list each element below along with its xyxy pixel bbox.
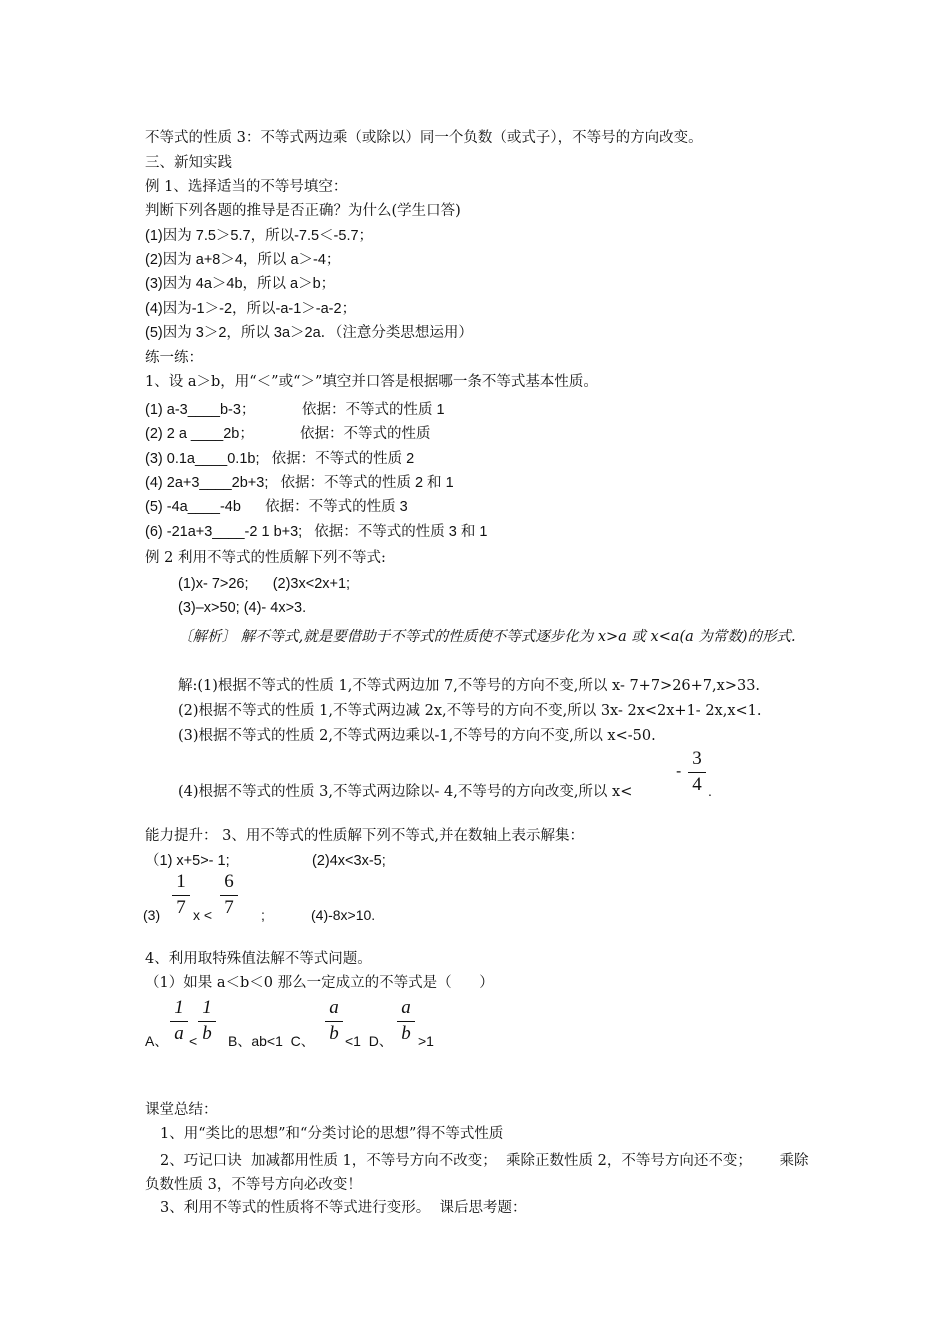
summary-item: 3、利用不等式的性质将不等式进行变形。 课后思考题：: [160, 1200, 527, 1216]
less-than: <: [189, 1033, 198, 1049]
text-line: 不等式的性质 3：不等式两边乘（或除以）同一个负数（或式子），不等号的方向改变。: [145, 130, 703, 146]
example-heading: 例 2 利用不等式的性质解下列不等式:: [145, 550, 386, 566]
text-line: (1)x- 7>26; (2)3x<2x+1;: [178, 576, 351, 592]
minus-sign: -: [676, 763, 682, 780]
option-a-label: A、: [145, 1033, 169, 1049]
exercise-item: (4)-8x>10.: [311, 907, 376, 923]
practice-item: (6) -21a+3____-2 1 b+3; 依据：不等式的性质 3 和 1: [145, 524, 488, 540]
section-heading: 能力提升： 3、用不等式的性质解下列不等式,并在数轴上表示解集：: [145, 828, 584, 844]
exercise-item: (2)4x<3x-5;: [312, 853, 386, 869]
period: .: [708, 783, 712, 799]
practice-item: (4) 2a+3____2b+3; 依据：不等式的性质 2 和 1: [145, 475, 454, 491]
variable-x: x <: [193, 907, 213, 923]
text-line: (5)因为 3＞2，所以 3a＞2a．（注意分类思想运用）: [145, 325, 473, 341]
fraction-a-over-b: a b: [397, 998, 415, 1044]
text-line: (3)–x>50; (4)- 4x>3.: [178, 600, 307, 616]
option-c-d-label: <1 D、: [345, 1033, 393, 1049]
section-heading: 课堂总结：: [145, 1102, 218, 1118]
text-line: (1)因为 7.5＞5.7，所以-7.5＜-5.7；: [145, 228, 374, 244]
text-line: 例 1、选择适当的不等号填空：: [145, 179, 348, 195]
practice-basis: 依据：不等式的性质: [300, 426, 431, 442]
solution-line: (2)根据不等式的性质 1,不等式两边减 2x,不等号的方向不变,所以 3x- 2x<2x+1- 2x,x<1.: [178, 703, 762, 719]
question-line: （1）如果 a＜b＜0 那么一定成立的不等式是（ ）: [145, 975, 494, 991]
exercise-label: (3): [143, 907, 161, 923]
fraction-a-over-b: a b: [325, 998, 343, 1044]
fraction-one-over-b: 1 b: [198, 998, 216, 1044]
solution-line: (4)根据不等式的性质 3,不等式两边除以- 4,不等号的方向改变,所以 x<: [178, 784, 633, 800]
practice-basis: 依据：不等式的性质 1: [302, 402, 445, 418]
practice-item: (2) 2 a ____2b；: [145, 426, 254, 442]
option-d-text: >1: [418, 1033, 434, 1049]
fraction-three-quarters: 3 4: [688, 749, 706, 795]
text-line: 4、利用取特殊值法解不等式问题。: [145, 951, 372, 967]
text-line: (3)因为 4a＞4b，所以 a＞b；: [145, 276, 336, 292]
fraction-six-sevenths: 6 7: [220, 872, 238, 918]
practice-item: (3) 0.1a____0.1b; 依据：不等式的性质 2: [145, 451, 415, 467]
analysis-paragraph: 〔解析〕 解不等式,就是要借助于不等式的性质使不等式逐步化为 x>a 或 x<a(a 为常数)的形式.: [178, 629, 796, 645]
fraction-one-over-a: 1 a: [170, 998, 188, 1044]
solution-line: 解:(1)根据不等式的性质 1,不等式两边加 7,不等号的方向不变,所以 x- 7+7>26+7,x>33.: [178, 678, 761, 694]
option-b-c-label: B、ab<1 C、: [228, 1033, 315, 1049]
semicolon: ;: [261, 907, 265, 923]
text-line: (4)因为-1＞-2，所以-a-1＞-a-2；: [145, 301, 357, 317]
summary-item: 1、用“类比的思想”和“分类讨论的思想”得不等式性质: [160, 1126, 504, 1142]
practice-item: (1) a-3____b-3；: [145, 402, 256, 418]
text-line: 判断下列各题的推导是否正确？为什么(学生口答): [145, 203, 461, 219]
text-line: 1、设 a＞b，用“＜”或“＞”填空并口答是根据哪一条不等式基本性质。: [145, 374, 598, 390]
practice-item: (5) -4a____-4b 依据：不等式的性质 3: [145, 499, 408, 515]
solution-line: (3)根据不等式的性质 2,不等式两边乘以-1,不等号的方向不变,所以 x<-50.: [178, 728, 656, 744]
section-heading: 三、新知实践: [145, 155, 232, 171]
text-line: 练一练：: [145, 350, 203, 366]
exercise-item: （1) x+5>- 1;: [145, 853, 230, 869]
summary-item: 2、巧记口诀 加减都用性质 1，不等号方向不改变； 乘除正数性质 2，不等号方向还不变； 乘除负数性质 3，不等号方向必改变！: [145, 1153, 809, 1193]
fraction-one-seventh: 1 7: [172, 872, 190, 918]
text-line: (2)因为 a+8＞4，所以 a＞-4；: [145, 252, 341, 268]
